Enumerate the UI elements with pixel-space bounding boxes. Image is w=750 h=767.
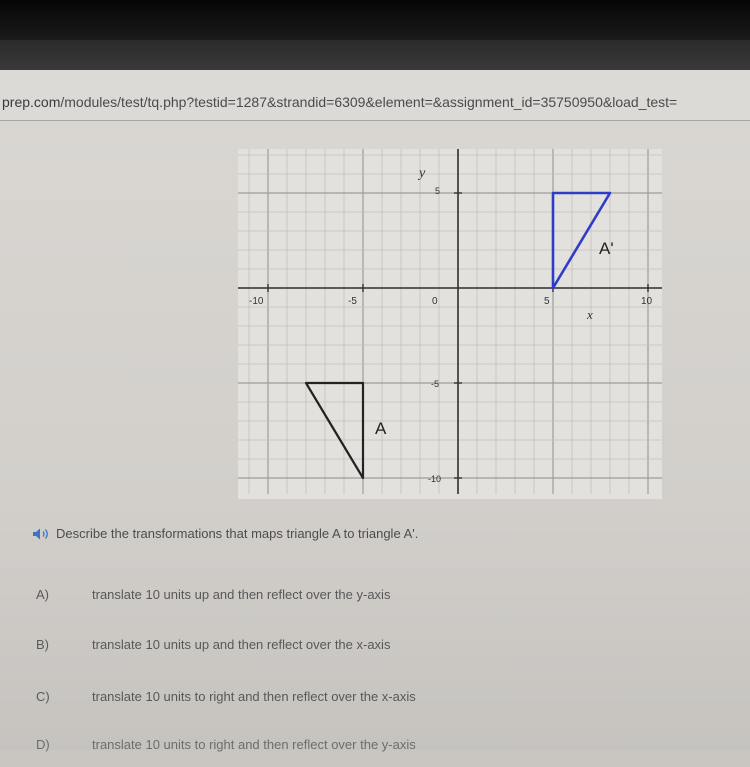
choice-letter: A) [36,587,49,602]
y-axis-label: y [419,166,426,181]
x-axis-label: x [587,307,593,322]
choice-a[interactable] [0,587,750,617]
triangle-a-prime-label: A' [599,239,614,258]
choice-c[interactable] [0,689,750,719]
screen-top-bezel [0,0,750,40]
choice-text: translate 10 units up and then reflect over the y-axis [92,587,391,602]
test-page-content [0,121,750,750]
choice-text: translate 10 units up and then reflect over the x-axis [92,637,391,652]
choice-text: translate 10 units to right and then reflect over the x-axis [92,689,416,704]
browser-address-bar[interactable] [0,70,750,121]
x-tick-label-neg5: -5 [348,296,357,307]
coordinate-graph [238,149,662,499]
x-tick-label-5: 5 [544,296,550,307]
triangle-a-label: A [375,419,387,438]
choice-d[interactable] [0,737,750,767]
browser-tab-bar [0,40,750,70]
graph-svg [238,149,662,499]
y-tick-label-neg5: -5 [431,379,440,389]
choice-b[interactable] [0,637,750,667]
y-tick-label-5: 5 [435,186,441,196]
x-tick-label-neg10: -10 [249,296,264,307]
x-tick-label-0: 0 [432,296,438,307]
question-text: Describe the transformations that maps triangle A to triangle A'. [56,526,419,541]
question-prompt [32,526,418,541]
choice-letter: C) [36,689,50,704]
graph-background [238,149,662,499]
y-tick-label-neg10: -10 [428,474,442,484]
speaker-icon[interactable] [32,527,52,541]
x-tick-label-10: 10 [641,296,653,307]
choice-letter: B) [36,637,49,652]
choice-letter: D) [36,737,50,752]
url-path: /modules/test/tq.php?testid=1287&strandid=6309&element=&assignment_id=35750950&load_test= [60,94,678,110]
url-text[interactable] [2,94,677,110]
choice-text: translate 10 units to right and then reflect over the y-axis [92,737,416,752]
url-host: prep.com [2,94,61,110]
